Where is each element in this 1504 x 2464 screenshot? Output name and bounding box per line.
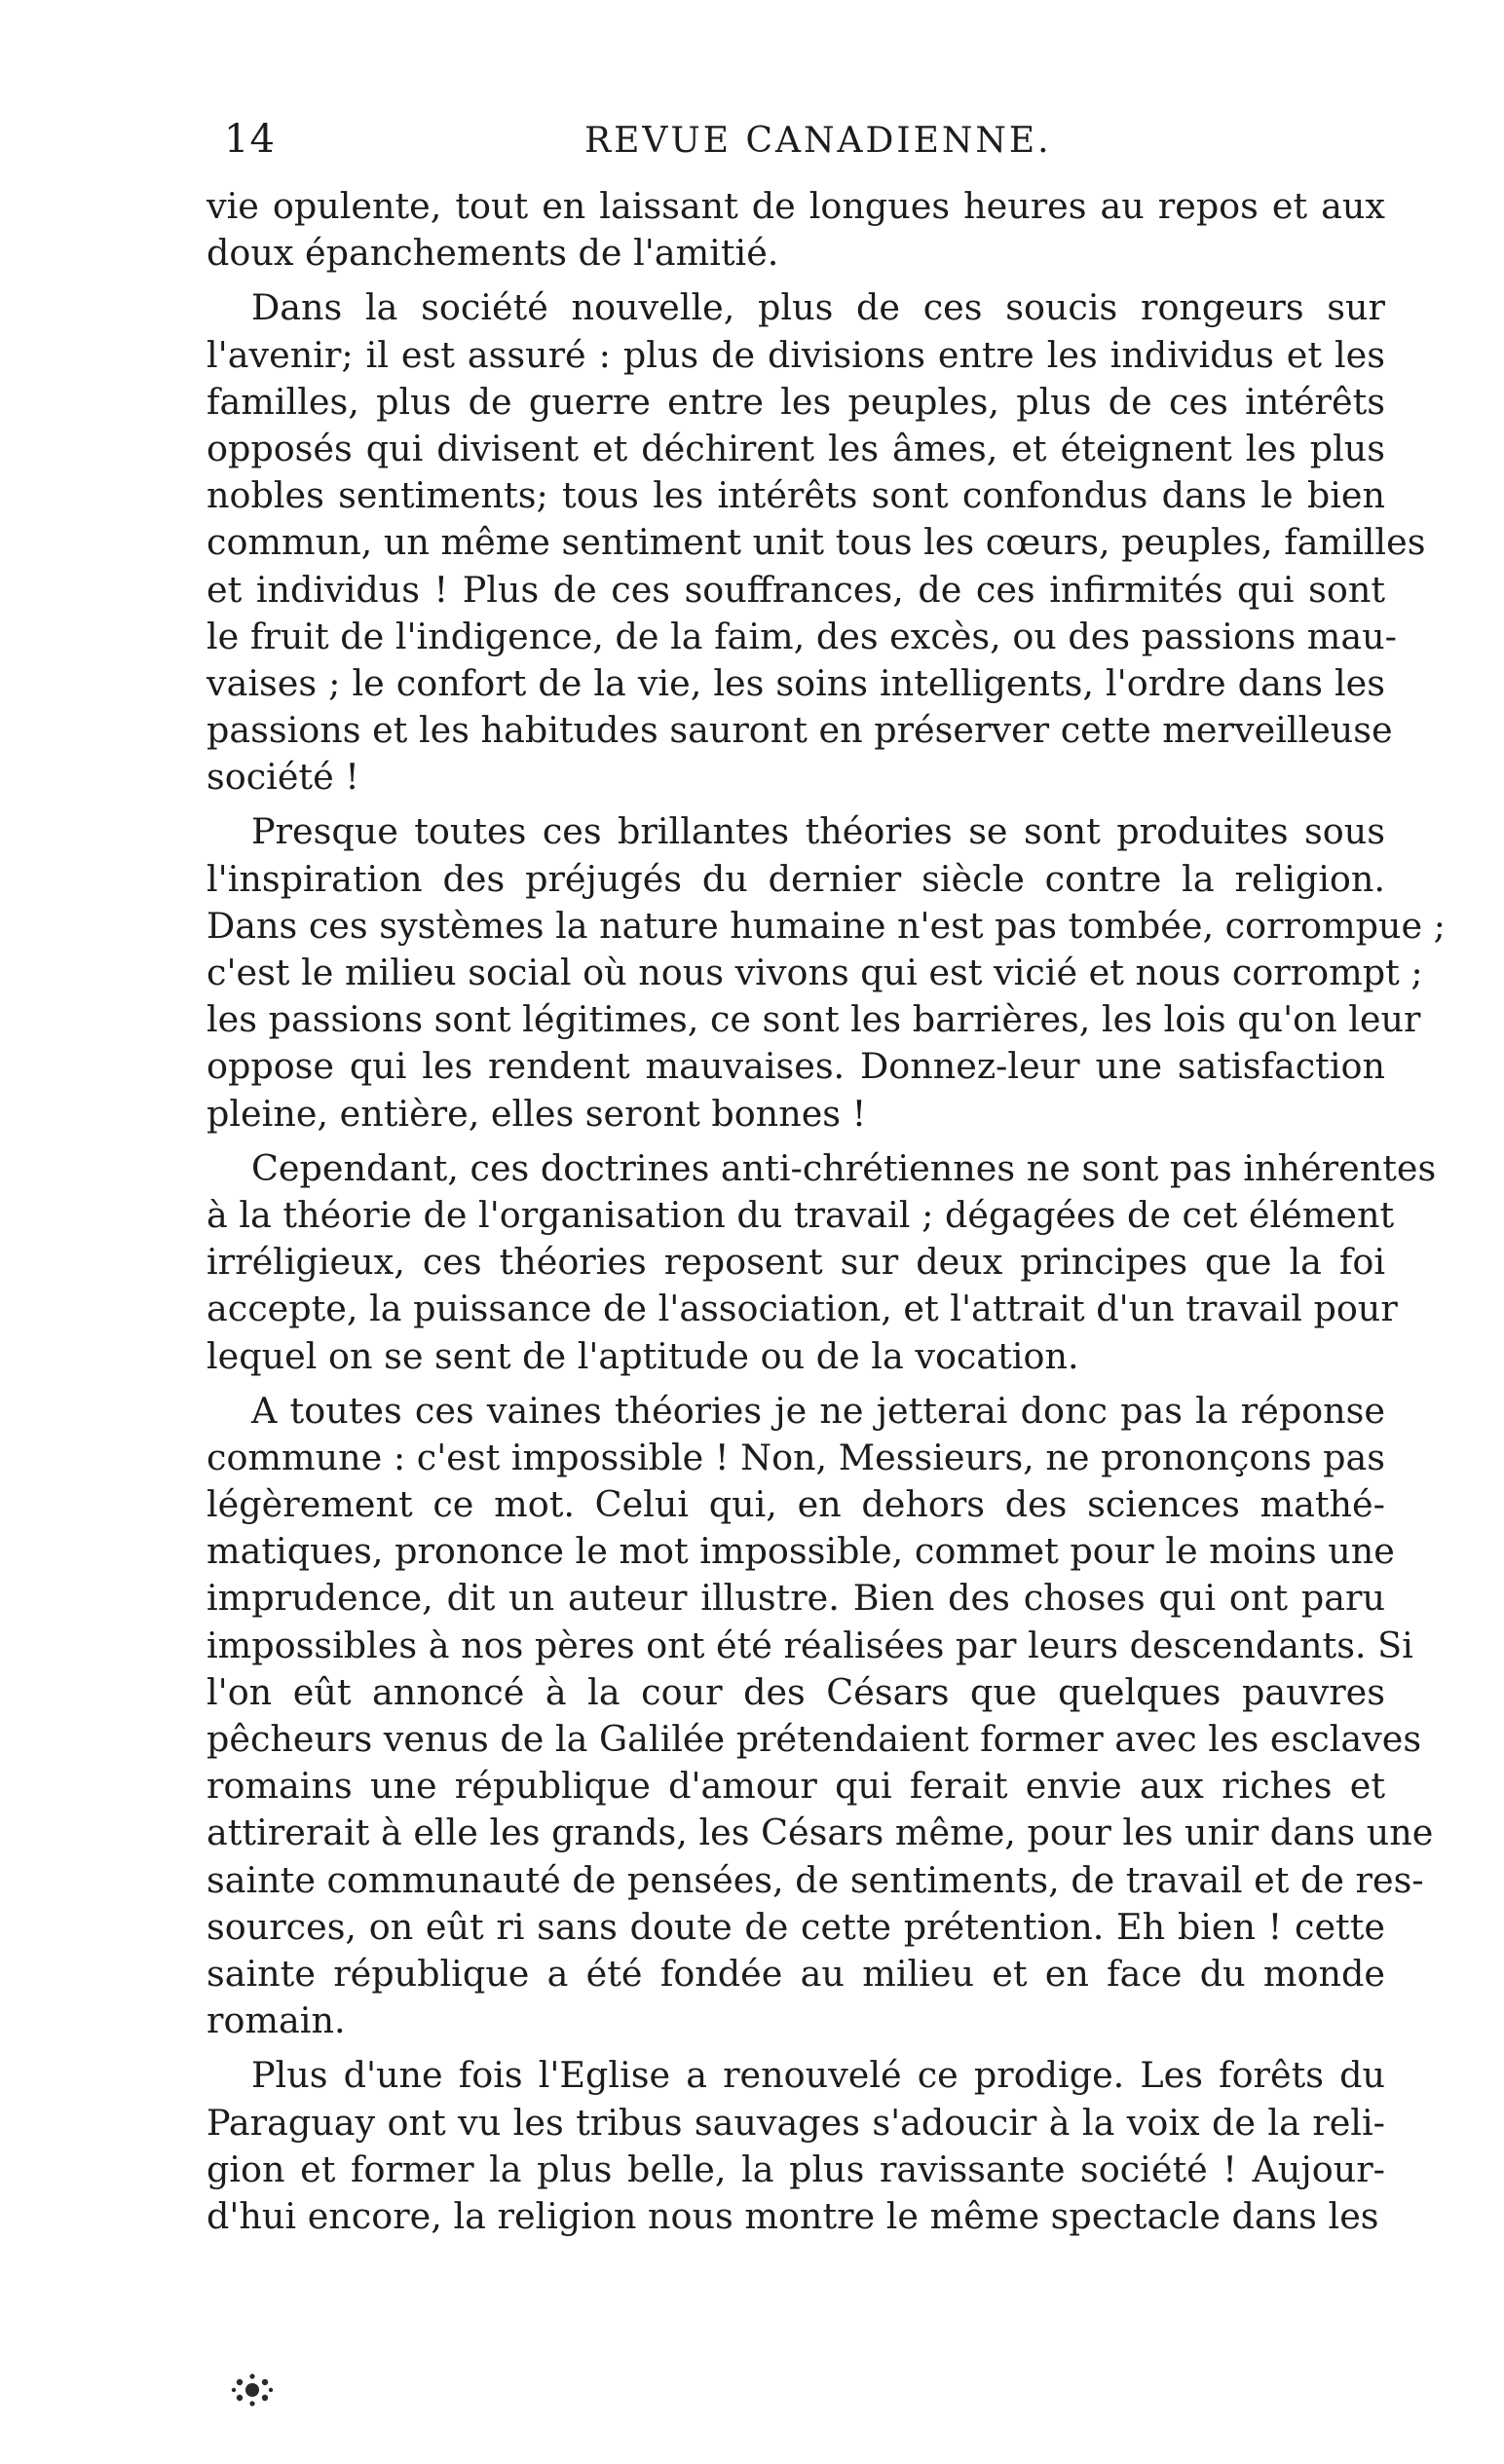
paragraph: [207, 1145, 1437, 1380]
text-line: A toutes ces vaines théories je ne jetterai donc pas la réponse: [251, 1389, 1385, 1432]
text-line: c'est le milieu social où nous vivons qui est vicié et nous corrompt ;: [207, 952, 1423, 993]
text-line: Dans ces systèmes la nature humaine n'est pas tombée, corrompue ;: [207, 904, 1446, 947]
printer-ornament-icon: [230, 2371, 275, 2409]
text-line: sainte république a été fondée au milieu et en face du monde: [207, 1952, 1385, 1995]
text-line: nobles sentiments; tous les intérêts sont confondus dans le bien: [207, 474, 1385, 517]
text-line: les passions sont légitimes, ce sont les barrières, les lois qu'on leur: [207, 998, 1421, 1041]
page-header: [224, 117, 1383, 175]
paragraph: [207, 183, 1385, 277]
text-line: sources, on eût ri sans doute de cette prétention. Eh bien ! cette: [207, 1905, 1385, 1948]
page-number: 14: [224, 117, 276, 162]
text-line: société !: [207, 756, 359, 799]
text-line: à la théorie de l'organisation du travail ; dégagées de cet élément: [207, 1193, 1395, 1236]
text-line: irréligieux, ces théories reposent sur deux principes que la foi: [207, 1241, 1385, 1284]
text-line: imprudence, dit un auteur illustre. Bien des choses qui ont paru: [207, 1577, 1385, 1620]
text-line: attirerait à elle les grands, les Césars même, pour les unir dans une: [207, 1811, 1434, 1854]
text-line: romains une république d'amour qui ferait envie aux riches et: [207, 1765, 1385, 1808]
text-line: Dans la société nouvelle, plus de ces soucis rongeurs sur: [251, 286, 1385, 329]
text-line: pêcheurs venus de la Galilée prétendaient former avec les esclaves: [207, 1718, 1422, 1760]
text-line: Plus d'une fois l'Eglise a renouvelé ce prodige. Les forêts du: [251, 2054, 1385, 2097]
text-line: l'on eût annoncé à la cour des Césars que quelques pauvres: [207, 1670, 1385, 1713]
text-line: sainte communauté de pensées, de sentiments, de travail et de res-: [207, 1858, 1424, 1901]
text-line: vaises ; le confort de la vie, les soins intelligents, l'ordre dans les: [207, 661, 1385, 704]
paragraph: [207, 2052, 1385, 2240]
text-line: pleine, entière, elles seront bonnes !: [207, 1092, 867, 1135]
text-line: familles, plus de guerre entre les peuples, plus de ces intérêts: [207, 380, 1385, 423]
text-line: passions et les habitudes sauront en préserver cette merveilleuse: [207, 709, 1393, 752]
running-title: REVUE CANADIENNE.: [584, 121, 1052, 161]
text-line: impossibles à nos pères ont été réalisées par leurs descendants. Si: [207, 1624, 1413, 1666]
text-line: matiques, prononce le mot impossible, commet pour le moins une: [207, 1530, 1395, 1573]
text-line: le fruit de l'indigence, de la faim, des excès, ou des passions mau-: [207, 615, 1398, 657]
text-line: Presque toutes ces brillantes théories se sont produites sous: [251, 810, 1385, 853]
text-line: commun, un même sentiment unit tous les cœurs, peuples, familles: [207, 521, 1426, 564]
text-line: légèrement ce mot. Celui qui, en dehors des sciences mathé-: [207, 1483, 1385, 1526]
text-line: accepte, la puissance de l'association, et l'attrait d'un travail pour: [207, 1288, 1398, 1330]
paragraph: [207, 1388, 1434, 2045]
paragraph: [207, 808, 1446, 1137]
text-line: lequel on se sent de l'aptitude ou de la vocation.: [207, 1334, 1079, 1377]
text-line: gion et former la plus belle, la plus ravissante société ! Aujour-: [207, 2147, 1385, 2190]
text-line: Cependant, ces doctrines anti-chrétiennes ne sont pas inhérentes: [251, 1146, 1437, 1189]
text-line: et individus ! Plus de ces souffrances, de ces infirmités qui sont: [207, 568, 1385, 611]
text-line: oppose qui les rendent mauvaises. Donnez-leur une satisfaction: [207, 1045, 1385, 1088]
text-line: romain.: [207, 1999, 346, 2042]
text-line: Paraguay ont vu les tribus sauvages s'adoucir à la voix de la reli-: [207, 2101, 1385, 2144]
text-line: opposés qui divisent et déchirent les âmes, et éteignent les plus: [207, 427, 1385, 469]
text-line: vie opulente, tout en laissant de longues heures au repos et aux: [207, 185, 1385, 227]
body-text: [207, 183, 1446, 2248]
text-line: l'inspiration des préjugés du dernier siècle contre la religion.: [207, 857, 1385, 900]
text-line: commune : c'est impossible ! Non, Messieurs, ne prononçons pas: [207, 1436, 1385, 1478]
text-line: d'hui encore, la religion nous montre le même spectacle dans les: [207, 2194, 1379, 2237]
text-line: l'avenir; il est assuré : plus de divisions entre les individus et les: [207, 333, 1385, 376]
paragraph: [207, 284, 1426, 801]
text-line: doux épanchements de l'amitié.: [207, 232, 779, 275]
